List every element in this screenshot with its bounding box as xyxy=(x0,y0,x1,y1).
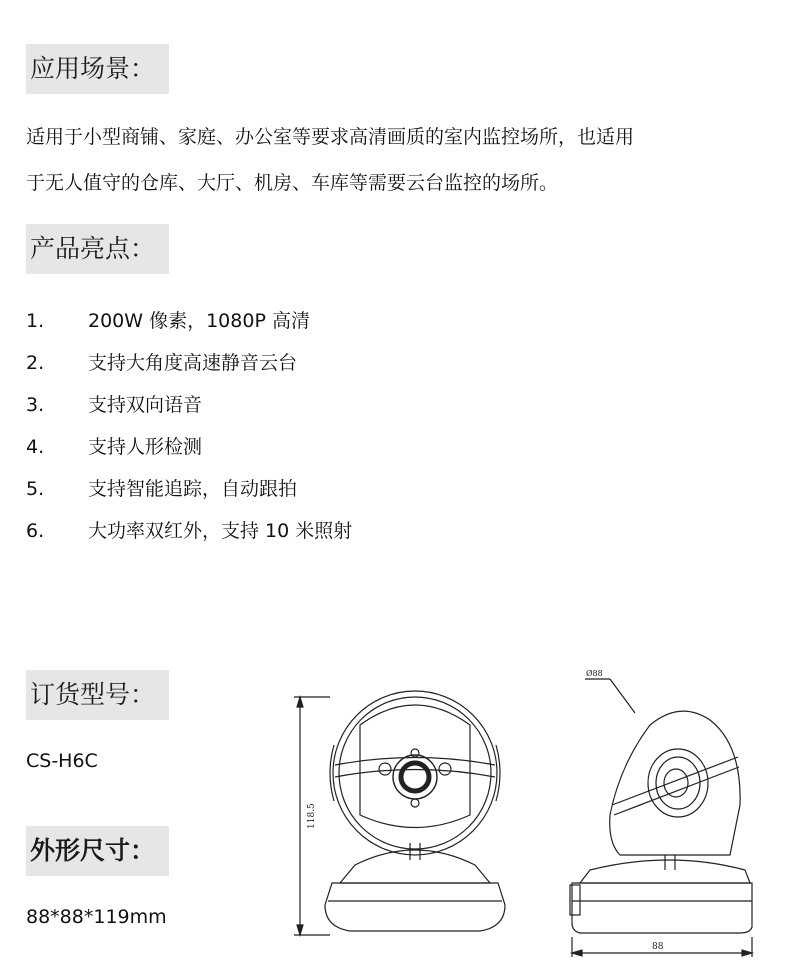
diameter-dimension-label: Ø88 xyxy=(586,669,603,678)
list-item-number: 3. xyxy=(26,394,45,416)
list-item xyxy=(26,342,352,384)
list-item-text: 支持双向语音 xyxy=(88,394,203,416)
scenario-heading: 应用场景： xyxy=(26,44,169,94)
list-item-text: 大功率双红外，支持 10 米照射 xyxy=(88,520,353,542)
list-item-number: 5. xyxy=(26,478,45,500)
scenario-line-2: 于无人值守的仓库、大厅、机房、车库等需要云台监控的场所。 xyxy=(26,172,559,194)
scenario-line-1: 适用于小型商铺、家庭、办公室等要求高清画质的室内监控场所，也适用 xyxy=(26,126,635,148)
list-item-number: 6. xyxy=(26,520,45,542)
list-item xyxy=(26,426,352,468)
list-item-number: 4. xyxy=(26,436,45,458)
list-item xyxy=(26,384,352,426)
dimensions-heading: 外形尺寸： xyxy=(26,826,169,876)
highlights-list xyxy=(26,300,352,552)
list-item-number: 2. xyxy=(26,352,45,374)
list-item-text: 200W 像素，1080P 高清 xyxy=(88,310,310,332)
order-heading: 订货型号： xyxy=(26,670,169,720)
width-dimension-label: 88 xyxy=(652,942,664,952)
dimensions-value: 88*88*119mm xyxy=(26,906,167,928)
model-number: CS-H6C xyxy=(26,750,98,772)
list-item xyxy=(26,300,352,342)
camera-dimension-drawing xyxy=(290,665,770,965)
list-item-text: 支持大角度高速静音云台 xyxy=(88,352,298,374)
list-item-text: 支持智能追踪，自动跟拍 xyxy=(88,478,298,500)
height-dimension-label: 118.5 xyxy=(307,803,317,829)
list-item-number: 1. xyxy=(26,310,45,332)
list-item xyxy=(26,468,352,510)
list-item xyxy=(26,510,352,552)
list-item-text: 支持人形检测 xyxy=(88,436,203,458)
highlights-heading: 产品亮点： xyxy=(26,224,169,274)
